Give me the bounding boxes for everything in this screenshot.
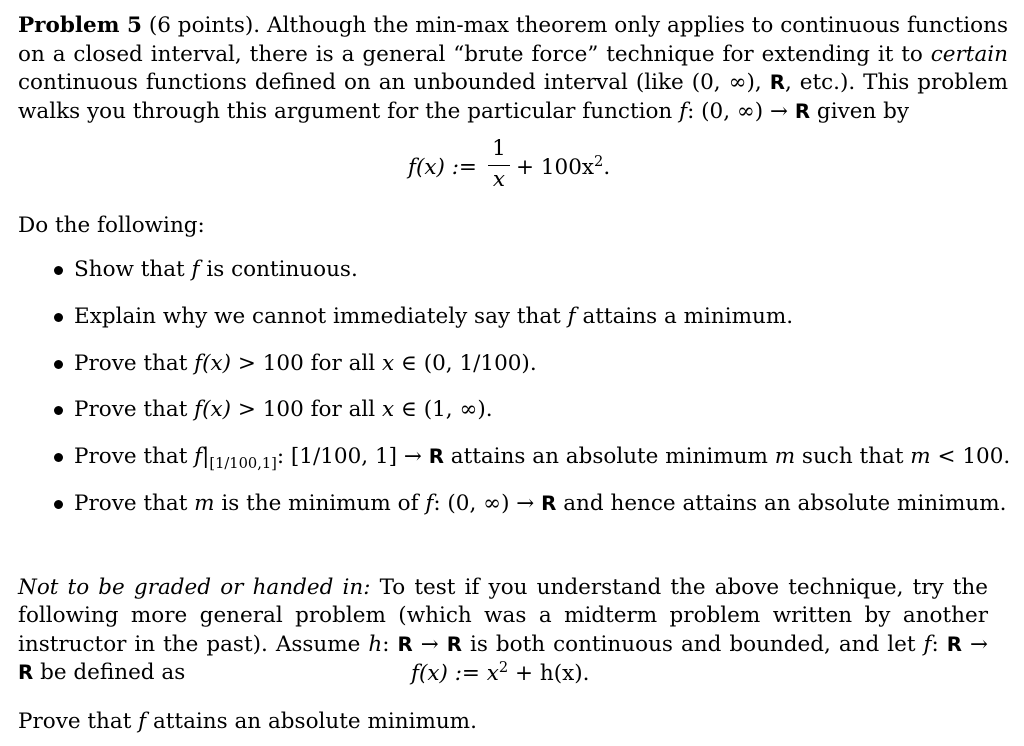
problem-intro: Problem 5 (6 points). Although the min-max theorem only applies to continuous functions on a closed interval, there is a general “brute force” technique for extending it to certain continuous functions defined on an unbounded interval (like (0, ∞), R, etc.). This problem walks you through this argument for the particular function f: (0, ∞) → R given by (18, 13, 1008, 124)
equation-f-definition: f(x) := 1 x + $100x^2$. (408, 136, 611, 192)
bullet-icon (54, 406, 63, 415)
bullet-icon (54, 266, 63, 275)
bullet-icon (54, 313, 63, 322)
bullet-icon (54, 500, 63, 509)
bonus-problem: Not to be graded or handed in: To test if you understand the above technique, try the following more general problem (which was a midterm problem written by another instructor in the past). Assume h: R → R is both continuous and bounded, and let f: R → R be defined as (18, 574, 988, 686)
list-item: Prove that f(x) > 100 for all x ∈ (1, ∞). (18, 396, 1008, 443)
equation-f-general: f(x) := $x^2 + h(x)$. (411, 658, 590, 686)
problem-heading: Problem 5 (18, 13, 142, 38)
list-item: Show that f is continuous. (18, 256, 1008, 303)
bullet-icon (54, 453, 63, 462)
task-list (18, 256, 1011, 537)
list-item: Explain why we cannot immediately say that f attains a minimum. (18, 303, 1008, 350)
instructions-label: Do the following: (18, 213, 205, 238)
final-instruction: Prove that f attains an absolute minimum. (18, 709, 477, 734)
bullet-icon (54, 360, 63, 369)
problem-statement (18, 12, 1008, 126)
list-item: Prove that m is the minimum of f: (0, ∞) → R and hence attains an absolute minimum. (18, 490, 1008, 537)
list-item: Prove that f(x) > 100 for all x ∈ (0, 1/100). (18, 350, 1008, 397)
list-item: Prove that $f|_{[1/100,1]}$: [1/100, 1] → R attains an absolute minimum m such that m < 100. (18, 443, 1008, 490)
fraction: 1 x (488, 135, 510, 194)
